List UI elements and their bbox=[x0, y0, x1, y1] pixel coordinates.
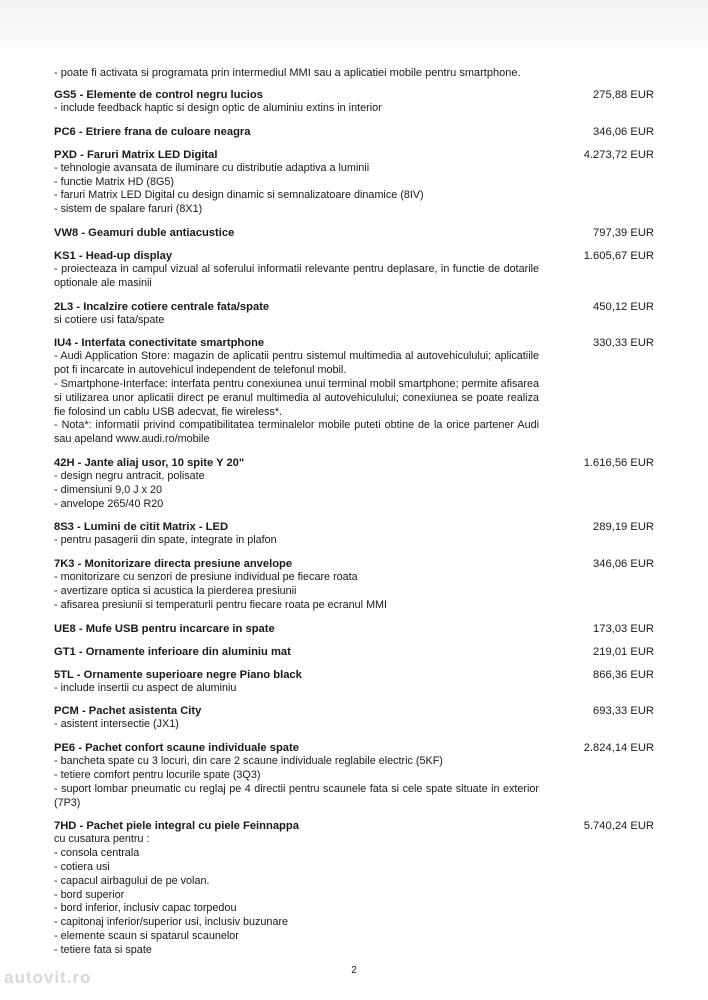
option-description-line: si cotiere usi fata/spate bbox=[54, 313, 165, 326]
option-item bbox=[54, 125, 654, 139]
option-item bbox=[54, 88, 654, 116]
option-price: 219,01 EUR bbox=[593, 645, 654, 658]
option-title: KS1 - Head-up display bbox=[54, 249, 173, 262]
option-description-line: - cotiera usi bbox=[54, 860, 110, 873]
page-top-shadow bbox=[0, 0, 708, 60]
options-list bbox=[54, 88, 654, 957]
option-body bbox=[54, 148, 539, 217]
option-body bbox=[54, 249, 539, 291]
option-body bbox=[54, 125, 539, 139]
page-number: 2 bbox=[351, 965, 357, 976]
option-item bbox=[54, 704, 654, 732]
option-description-line: - functie Matrix HD (8G5) bbox=[54, 175, 174, 188]
option-price: 289,19 EUR bbox=[593, 521, 654, 534]
option-body bbox=[54, 645, 539, 659]
option-title: PXD - Faruri Matrix LED Digital bbox=[54, 148, 218, 161]
option-description-line: - sistem de spalare faruri (8X1) bbox=[54, 203, 203, 216]
option-item bbox=[54, 300, 654, 328]
option-body bbox=[54, 456, 539, 511]
option-item bbox=[54, 226, 654, 240]
option-body bbox=[54, 668, 539, 696]
option-description-line: - avertizare optica si acustica la pierderea presiunii bbox=[54, 584, 297, 597]
option-body bbox=[54, 704, 539, 732]
option-item bbox=[54, 622, 654, 636]
option-body bbox=[54, 819, 539, 957]
option-body bbox=[54, 520, 539, 548]
option-description-line: - Smartphone-Interface: interfata pentru conexiunea unui terminal mobil smartphone; permite afisarea si utilizarea unor aplicatii direct pe eranul multimedia al autovehiculului; conexiunea se poate realiza fie folosind un cablu USB adecvat, fie wireless*. bbox=[54, 377, 539, 418]
option-body bbox=[54, 557, 539, 612]
option-item bbox=[54, 520, 654, 548]
option-item bbox=[54, 741, 654, 810]
option-description-line: - include feedback haptic si design optic de aluminiu extins in interior bbox=[54, 102, 382, 114]
option-description-line: - bord inferior, inclusiv capac torpedou bbox=[54, 902, 237, 915]
option-body bbox=[54, 88, 539, 116]
option-description-line: - asistent intersectie (JX1) bbox=[54, 718, 179, 731]
option-title: GS5 - Elemente de control negru lucios bbox=[54, 89, 263, 101]
option-description-line: - tetiere fata si spate bbox=[54, 943, 152, 956]
option-title: 5TL - Ornamente superioare negre Piano black bbox=[54, 668, 302, 681]
document-page bbox=[54, 66, 654, 966]
option-description-line: - dimensiuni 9,0 J x 20 bbox=[54, 483, 163, 496]
option-description-line: - anvelope 265/40 R20 bbox=[54, 497, 164, 510]
intro-line: - poate fi activata si programata prin intermediul MMI sau a aplicatiei mobile pentru smartphone. bbox=[54, 67, 521, 79]
option-price: 1.616,56 EUR bbox=[583, 456, 654, 469]
watermark-logo: autovit.ro bbox=[4, 968, 92, 987]
option-item bbox=[54, 668, 654, 696]
option-price: 5.740,24 EUR bbox=[583, 820, 654, 833]
option-price: 1.605,67 EUR bbox=[583, 249, 654, 262]
option-description-line: - consola centrala bbox=[54, 847, 140, 860]
option-description-line: - elemente scaun si spatarul scaunelor bbox=[54, 929, 239, 942]
option-title: PE6 - Pachet confort scaune individuale spate bbox=[54, 742, 299, 755]
option-title: 7HD - Pachet piele integral cu piele Feinnappa bbox=[54, 820, 299, 833]
option-item bbox=[54, 456, 654, 511]
option-description-line: - tehnologie avansata de iluminare cu distributie adaptiva a luminii bbox=[54, 161, 370, 174]
option-description-line: - suport lombar pneumatic cu reglaj pe 4 directii pentru scaunele fata si cele spate situate in exterior (7P3) bbox=[54, 782, 539, 809]
option-description-line: - Audi Application Store: magazin de aplicatii pentru sistemul multimedia al autovehiculului; aplicatiile pot fi incarcate in autovehicul independent de telefonul mobil. bbox=[54, 350, 539, 377]
option-item bbox=[54, 249, 654, 291]
option-title: UE8 - Mufe USB pentru incarcare in spate bbox=[54, 622, 275, 635]
option-item bbox=[54, 819, 654, 957]
option-title: 7K3 - Monitorizare directa presiune anvelope bbox=[54, 558, 293, 571]
option-title: PCM - Pachet asistenta City bbox=[54, 705, 202, 718]
option-item bbox=[54, 645, 654, 659]
option-price: 346,06 EUR bbox=[593, 558, 654, 571]
option-item bbox=[54, 336, 654, 447]
option-description-line: - include insertii cu aspect de aluminiu bbox=[54, 681, 237, 694]
option-description-line: - design negru antracit, polisate bbox=[54, 469, 205, 482]
option-description-line: - pentru pasagerii din spate, integrate in plafon bbox=[54, 534, 277, 547]
option-price: 346,06 EUR bbox=[593, 125, 654, 138]
option-body bbox=[54, 622, 539, 636]
option-price: 275,88 EUR bbox=[593, 89, 654, 101]
option-title: PC6 - Etriere frana de culoare neagra bbox=[54, 125, 251, 138]
option-title: VW8 - Geamuri duble antiacustice bbox=[54, 226, 235, 239]
option-body bbox=[54, 336, 539, 447]
option-title: IU4 - Interfata conectivitate smartphone bbox=[54, 337, 265, 350]
option-item bbox=[54, 148, 654, 217]
option-title: 2L3 - Incalzire cotiere centrale fata/spate bbox=[54, 300, 270, 313]
option-price: 797,39 EUR bbox=[593, 226, 654, 239]
option-body bbox=[54, 226, 539, 240]
option-price: 866,36 EUR bbox=[593, 668, 654, 681]
option-body bbox=[54, 741, 539, 810]
option-price: 173,03 EUR bbox=[593, 622, 654, 635]
option-description-line: - proiecteaza in campul vizual al soferului informatii relevante pentru deplasare, in functie de dotarile optionale ale masinii bbox=[54, 262, 539, 289]
option-description-line: - capacul airbagului de pe volan. bbox=[54, 874, 210, 887]
option-description-line: - tetiere comfort pentru locurile spate (3Q3) bbox=[54, 768, 261, 781]
option-description-line: - bord superior bbox=[54, 888, 125, 901]
option-price: 693,33 EUR bbox=[593, 705, 654, 718]
option-description-line: - bancheta spate cu 3 locuri, din care 2 scaune individuale reglabile electric (5KF) bbox=[54, 755, 443, 768]
option-description-line: - capitonaj inferior/superior usi, inclusiv buzunare bbox=[54, 916, 289, 929]
option-price: 4.273,72 EUR bbox=[583, 148, 654, 161]
option-price: 330,33 EUR bbox=[593, 337, 654, 350]
option-item bbox=[54, 557, 654, 612]
option-description-line: - afisarea presiunii si temperaturii pentru fiecare roata pe ecranul MMI bbox=[54, 598, 388, 611]
option-title: 42H - Jante aliaj usor, 10 spite Y 20" bbox=[54, 456, 245, 469]
option-description-line: cu cusatura pentru : bbox=[54, 833, 150, 846]
option-description-line: - Nota*: informatii privind compatibilitatea terminalelor mobile puteti obtine de la orice partener Audi sau apeland www.audi.ro/mobile bbox=[54, 419, 539, 446]
option-description-line: - faruri Matrix LED Digital cu design dinamic si semnalizatoare dinamice (8IV) bbox=[54, 189, 424, 202]
option-price: 2.824,14 EUR bbox=[583, 742, 654, 755]
option-body bbox=[54, 300, 539, 328]
option-title: GT1 - Ornamente inferioare din aluminiu mat bbox=[54, 645, 291, 658]
option-description-line: - monitorizare cu senzori de presiune individual pe fiecare roata bbox=[54, 571, 358, 584]
option-title: 8S3 - Lumini de citit Matrix - LED bbox=[54, 521, 229, 534]
option-price: 450,12 EUR bbox=[593, 300, 654, 313]
